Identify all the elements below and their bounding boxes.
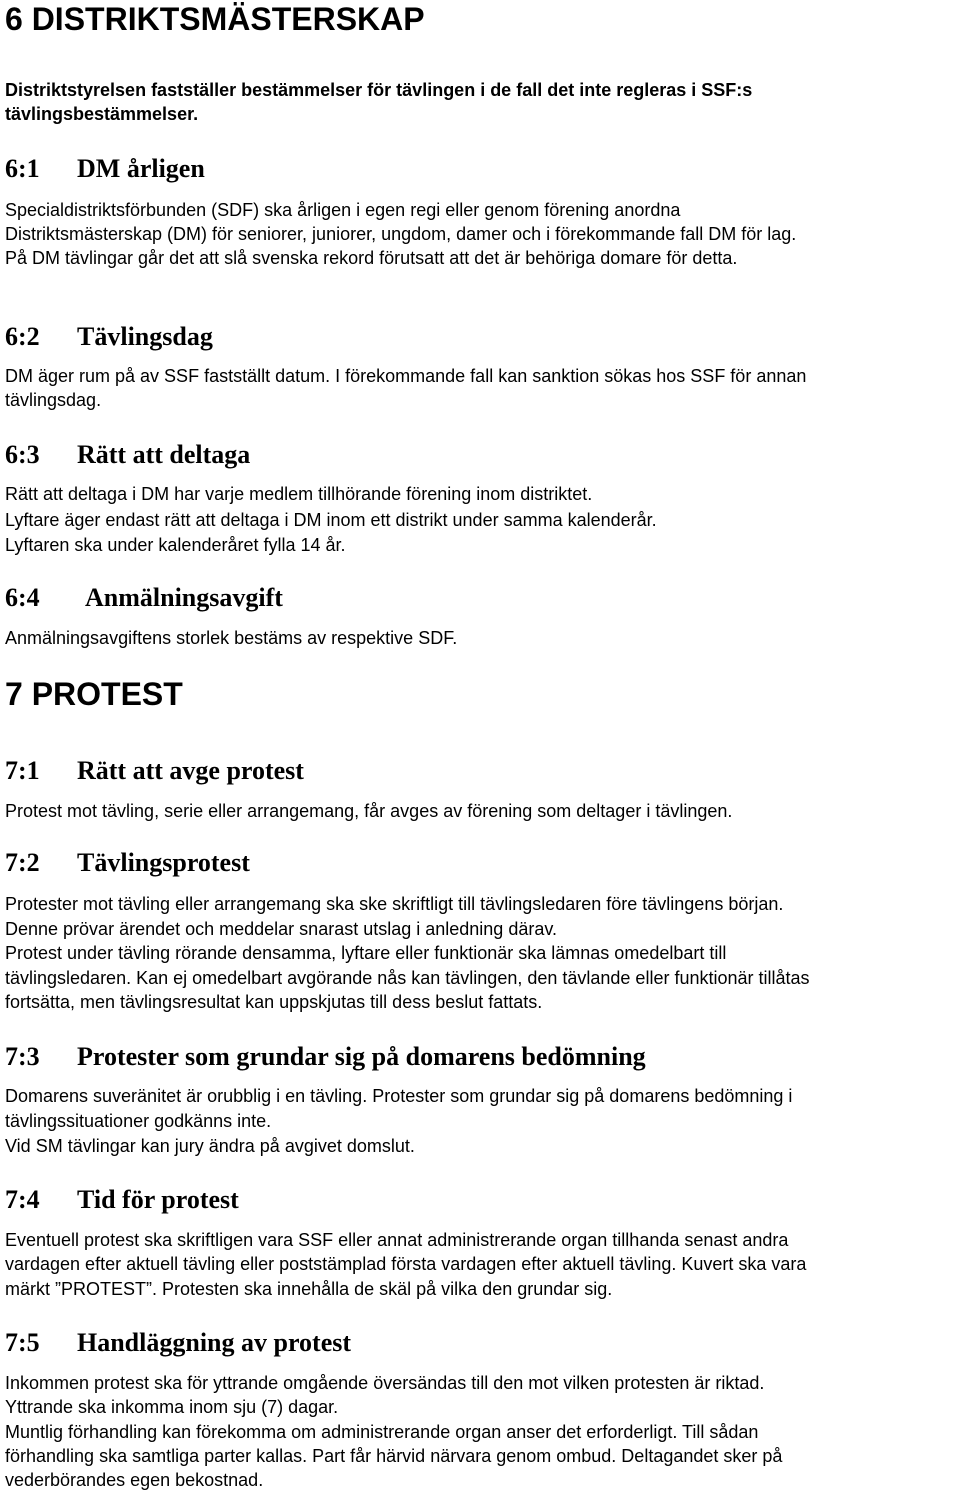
paragraph-line: vederbörandes egen bekostnad. xyxy=(5,1470,264,1490)
paragraph-line: På DM tävlingar går det att slå svenska rekord förutsatt att det är behöriga domare för detta. xyxy=(5,248,738,268)
subsection-number: 6:2 xyxy=(5,322,40,351)
subsection-title: Protester som grundar sig på domarens bedömning xyxy=(77,1042,646,1071)
subsection-title: DM årligen xyxy=(77,154,205,183)
paragraph-line: Rätt att deltaga i DM har varje medlem tillhörande förening inom distriktet. xyxy=(5,484,593,504)
paragraph-line: vardagen efter aktuell tävling eller poststämplad första vardagen efter aktuell tävling. Kuvert ska vara xyxy=(5,1254,807,1274)
subsection-title: Tävlingsdag xyxy=(77,322,213,351)
subsection-6-4-heading xyxy=(5,583,952,613)
paragraph-line: Inkommen protest ska för yttrande omgående översändas till den mot vilken protesten är riktad. xyxy=(5,1373,765,1393)
subsection-7-1-heading xyxy=(5,756,952,786)
subsection-title: Rätt att deltaga xyxy=(77,440,251,469)
subsection-title: Handläggning av protest xyxy=(77,1328,352,1357)
paragraph-line: Specialdistriktsförbunden (SDF) ska årligen i egen regi eller genom förening anordna xyxy=(5,200,681,220)
paragraph-line: Vid SM tävlingar kan jury ändra på avgivet domslut. xyxy=(5,1136,415,1156)
paragraph-line: Lyftare äger endast rätt att deltaga i DM inom ett distrikt under samma kalenderår. xyxy=(5,510,657,530)
subsection-number: 7:1 xyxy=(5,756,40,785)
paragraph-line: Distriktsmästerskap (DM) för seniorer, juniorer, ungdom, damer och i förekommande fall DM för lag. xyxy=(5,224,797,244)
section-6-intro-line: tävlingsbestämmelser. xyxy=(5,104,199,124)
paragraph-line: DM äger rum på av SSF fastställt datum. I förekommande fall kan sanktion sökas hos SSF för annan xyxy=(5,366,807,386)
paragraph-line: Protester mot tävling eller arrangemang ska ske skriftligt till tävlingsledaren före tävlingens början. xyxy=(5,894,784,914)
paragraph-line: Eventuell protest ska skriftligen vara SSF eller annat administrerande organ tillhanda senast andra xyxy=(5,1230,789,1250)
paragraph-line: Anmälningsavgiftens storlek bestäms av respektive SDF. xyxy=(5,628,458,648)
subsection-7-4-heading xyxy=(5,1185,952,1215)
subsection-7-3-heading xyxy=(5,1042,952,1072)
paragraph-line: Protest under tävling rörande densamma, lyftare eller funktionär ska lämnas omedelbart till xyxy=(5,943,727,963)
section-7-title: 7 PROTEST xyxy=(5,676,183,712)
subsection-title: Anmälningsavgift xyxy=(85,583,283,612)
subsection-number: 7:4 xyxy=(5,1185,40,1214)
subsection-number: 6:1 xyxy=(5,154,40,183)
subsection-6-2-heading xyxy=(5,322,952,352)
subsection-6-3-heading xyxy=(5,440,952,470)
paragraph-line: Lyftaren ska under kalenderåret fylla 14 år. xyxy=(5,535,346,555)
paragraph-line: tävlingsledaren. Kan ej omedelbart avgörande nås kan tävlingen, den tävlande eller funktionär tillåtas xyxy=(5,968,810,988)
paragraph-line: Protest mot tävling, serie eller arrangemang, får avges av förening som deltager i tävlingen. xyxy=(5,801,733,821)
subsection-title: Rätt att avge protest xyxy=(77,756,304,785)
subsection-number: 7:5 xyxy=(5,1328,40,1357)
subsection-6-1-heading xyxy=(5,154,952,184)
subsection-number: 7:2 xyxy=(5,848,40,877)
paragraph-line: Muntlig förhandling kan förekomma om administrerande organ anser det erforderligt. Till sådan xyxy=(5,1422,759,1442)
subsection-title: Tävlingsprotest xyxy=(77,848,250,877)
paragraph-line: märkt ”PROTEST”. Protesten ska innehålla de skäl på vilka den grundar sig. xyxy=(5,1279,613,1299)
subsection-7-5-heading xyxy=(5,1328,952,1358)
paragraph-line: tävlingsdag. xyxy=(5,390,102,410)
subsection-7-2-heading xyxy=(5,848,952,878)
paragraph-line: förhandling ska samtliga parter kallas. Part får härvid närvara genom ombud. Deltagandet sker på xyxy=(5,1446,783,1466)
paragraph-line: Denne prövar ärendet och meddelar snarast utslag i anledning därav. xyxy=(5,919,558,939)
paragraph-line: Yttrande ska inkomma inom sju (7) dagar. xyxy=(5,1397,339,1417)
subsection-number: 7:3 xyxy=(5,1042,40,1071)
paragraph-line: fortsätta, men tävlingsresultat kan uppskjutas till dess beslut fattats. xyxy=(5,992,543,1012)
section-6-title: 6 DISTRIKTSMÄSTERSKAP xyxy=(5,1,425,37)
paragraph-line: tävlingssituationer godkänns inte. xyxy=(5,1111,272,1131)
subsection-number: 6:4 xyxy=(5,583,40,612)
subsection-title: Tid för protest xyxy=(77,1185,239,1214)
section-6-intro-line: Distriktstyrelsen fastställer bestämmelser för tävlingen i de fall det inte regleras i SSF:s xyxy=(5,80,753,100)
subsection-number: 6:3 xyxy=(5,440,40,469)
paragraph-line: Domarens suveränitet är orubblig i en tävling. Protester som grundar sig på domarens bedömning i xyxy=(5,1086,793,1106)
